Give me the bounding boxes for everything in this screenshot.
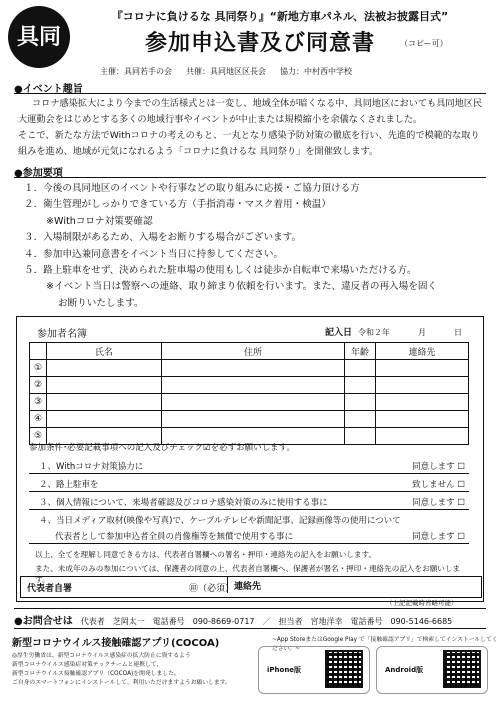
contact-field[interactable] bbox=[376, 394, 469, 411]
contact-info: ●お問合せは 代表者 芝岡太一 電話番号 090-8669-0717 ／ 担当者 宮地洋幸 電話番号 090-5146-6685 bbox=[14, 612, 486, 627]
condition-checkbox[interactable]: 同意します ☐ bbox=[412, 532, 465, 542]
column-age: 年齢 bbox=[345, 343, 376, 360]
age-field[interactable] bbox=[345, 394, 376, 411]
android-label: Android版 bbox=[385, 666, 424, 674]
condition-row bbox=[29, 459, 469, 474]
page-title: 参加申込書及び同意書 bbox=[144, 31, 375, 56]
column-name: 氏名 bbox=[47, 343, 162, 360]
iphone-app-box[interactable] bbox=[258, 646, 370, 694]
phone-note: （上記記載時省略可能） bbox=[386, 599, 458, 607]
logo-text: 具同 bbox=[16, 24, 61, 50]
name-field[interactable] bbox=[47, 377, 162, 394]
requirement-note: ※イベント当日は警察への連絡、取り締まり依頼を行います。また、違反者の再入場を固く bbox=[46, 281, 438, 293]
contact-heading: ●お問合せは bbox=[14, 616, 73, 627]
requirement-item: １．今後の具同地区のイベントや行事などの取り組みに応援・ご協力頂ける方 bbox=[24, 183, 360, 194]
table-row: ② bbox=[30, 377, 469, 394]
name-field[interactable] bbox=[47, 411, 162, 428]
condition-checkbox[interactable]: 致しません ☐ bbox=[412, 480, 465, 490]
staff-phone: 090-5146-6685 bbox=[390, 617, 453, 626]
address-field[interactable] bbox=[162, 394, 345, 411]
name-field[interactable] bbox=[47, 360, 162, 377]
application-form bbox=[16, 316, 484, 602]
condition-text: 代表者として参加申込者全員の肖像権等を無償で使用する事に bbox=[55, 532, 294, 542]
requirement-item: ５．路上駐車をせず、決められた駐車場の使用もしくは徒歩か自転車で来場いただける方。 bbox=[24, 265, 417, 277]
requirement-item: ３．入場制限があるため、入場をお断りする場合がございます。 bbox=[24, 232, 302, 244]
address-field[interactable] bbox=[162, 360, 345, 377]
cocoa-store-note: ~App StoreまたはGoogle Play で「接触確認アプリ」で検索してインストールしてください。~ bbox=[272, 637, 498, 652]
table-row: ⑤ bbox=[30, 428, 469, 445]
column-address: 住所 bbox=[162, 343, 345, 360]
condition-row bbox=[29, 529, 469, 544]
requirements-heading: ●参加要項 bbox=[14, 168, 63, 179]
contact-field[interactable] bbox=[376, 360, 469, 377]
divider bbox=[14, 93, 486, 94]
name-field[interactable] bbox=[47, 394, 162, 411]
column-contact: 連絡先 bbox=[376, 343, 469, 360]
event-heading: ●イベント趣旨 bbox=[14, 84, 83, 95]
table-row: ① bbox=[30, 360, 469, 377]
participants-table bbox=[29, 342, 469, 445]
signature-label: 代表者自署 bbox=[27, 584, 73, 594]
qr-code-icon[interactable] bbox=[325, 650, 363, 688]
condition-text: ４、当日メディア取材(映像や写真)で、ケーブルテレビや新聞記事、記録画像等の使用について bbox=[39, 516, 401, 526]
contact-field[interactable] bbox=[376, 411, 469, 428]
address-field[interactable] bbox=[162, 411, 345, 428]
entry-date-day: 日 bbox=[454, 328, 463, 337]
entry-date-month: 月 bbox=[418, 328, 427, 337]
cocoa-description: ◎厚生労働省は、新型コロナウイルス感染症の拡大防止に資するよう 新型コロナウイルス感染症対策テックチームと連携して、 新型コロナウイルス接触確認アプリ（COCOA)を開発しました。 ご自身のスマートフォンにインストールして、利用いただけますようお願いします。 bbox=[12, 653, 231, 686]
copy-note: （コピー可） bbox=[400, 39, 448, 48]
rep-phone: 090-8669-0717 bbox=[192, 617, 255, 626]
event-paragraph-1: コロナ感染拡大により今までの生活様式とは一変し、地域全体が暗くなる中、具同地区においても具同地区民大運動会をはじめとする多くの地域行事やイベントが中止または規模縮小を余儀なくされました。 bbox=[18, 98, 483, 125]
requirement-item: ２．衛生管理がしっかりできている方（手指消毒・マスク着用・検温） bbox=[24, 199, 331, 211]
contact-field[interactable] bbox=[376, 428, 469, 445]
staff-label: 担当者 bbox=[278, 617, 303, 626]
staff-phone-label: 電話番号 bbox=[350, 617, 383, 626]
requirement-note: ※Withコロナ対策要確認 bbox=[46, 215, 153, 227]
staff-name: 宮地洋幸 bbox=[310, 617, 343, 626]
condition-checkbox[interactable]: 同意します ☐ bbox=[412, 498, 465, 508]
signature-box bbox=[20, 576, 482, 598]
requirement-item: ４．参加申込兼同意書をイベント当日に持参してください。 bbox=[24, 248, 284, 260]
condition-text: ２、路上駐車を bbox=[39, 480, 99, 490]
rep-label: 代表者 bbox=[80, 617, 105, 626]
entry-date-era: 令和２年 bbox=[358, 328, 391, 337]
conditions-title: 参加条件･必要記載事項への記入及びチェック☑を必ずお願いします。 bbox=[29, 443, 295, 453]
condition-row bbox=[29, 477, 469, 492]
entry-date-label: 記入日 bbox=[325, 328, 353, 338]
divider bbox=[14, 177, 486, 178]
participants-title: 参加者名簿 bbox=[37, 329, 87, 340]
organizer-cohost: 共催：具同地区区長会 bbox=[186, 67, 266, 76]
entry-date bbox=[325, 325, 462, 338]
iphone-label: iPhone版 bbox=[267, 666, 302, 674]
table-row: ③ bbox=[30, 394, 469, 411]
requirements-list bbox=[24, 181, 486, 312]
age-field[interactable] bbox=[345, 377, 376, 394]
organizers bbox=[100, 66, 480, 77]
address-field[interactable] bbox=[162, 377, 345, 394]
divider bbox=[14, 608, 486, 609]
android-app-box[interactable] bbox=[376, 646, 488, 694]
cocoa-title: 新型コロナウイルス接触確認アプリ(COCOA) bbox=[12, 638, 220, 649]
rep-phone-label: 電話番号 bbox=[152, 617, 185, 626]
condition-row bbox=[29, 513, 469, 527]
requirement-note: お断りいたします。 bbox=[58, 297, 144, 309]
qr-code-icon[interactable] bbox=[443, 650, 481, 688]
divider bbox=[14, 628, 486, 629]
condition-text: １、Withコロナ対策協力に bbox=[39, 462, 144, 472]
rep-name: 芝岡太一 bbox=[112, 617, 145, 626]
condition-text: ３、個人情報について、来場者確認及びコロナ感染対策のみに使用する事に bbox=[39, 498, 328, 508]
contact-field[interactable] bbox=[376, 377, 469, 394]
age-field[interactable] bbox=[345, 428, 376, 445]
logo bbox=[8, 6, 70, 68]
page-subtitle: 『コロナに負けるな 具同祭り』“新地方車パネル、法被お披露目式” bbox=[111, 10, 449, 23]
condition-row bbox=[29, 495, 469, 510]
organizer-cooperation: 協力：中村西中学校 bbox=[280, 67, 352, 76]
organizer-host: 主催：具同若手の会 bbox=[100, 67, 172, 76]
age-field[interactable] bbox=[345, 411, 376, 428]
age-field[interactable] bbox=[345, 360, 376, 377]
condition-checkbox[interactable]: 同意します ☐ bbox=[412, 462, 465, 472]
event-paragraph-2: そこで、新たな方法でWithコロナの考えのもと、一丸となり感染予防対策の徹底を行い、先進的で模範的な取り組みを進め、地域が元気になれるよう「コロナに負けるな 具同祭り」を開催致します。 bbox=[18, 130, 480, 157]
table-row: ④ bbox=[30, 411, 469, 428]
contact-label: 連絡先 bbox=[227, 577, 261, 593]
form-note: 以上、全てを理解し同意できる方は、代表者自署欄への署名・押印・連絡先の記入をお願いします。 bbox=[35, 550, 377, 559]
seal-label: ㊞（必須） bbox=[189, 584, 235, 594]
form-note: また、未成年のみの参加については、保護者の同意の上、代表者自署欄へ、保護者が署名・押印・連絡先の記入をお願いします。 bbox=[35, 564, 461, 584]
